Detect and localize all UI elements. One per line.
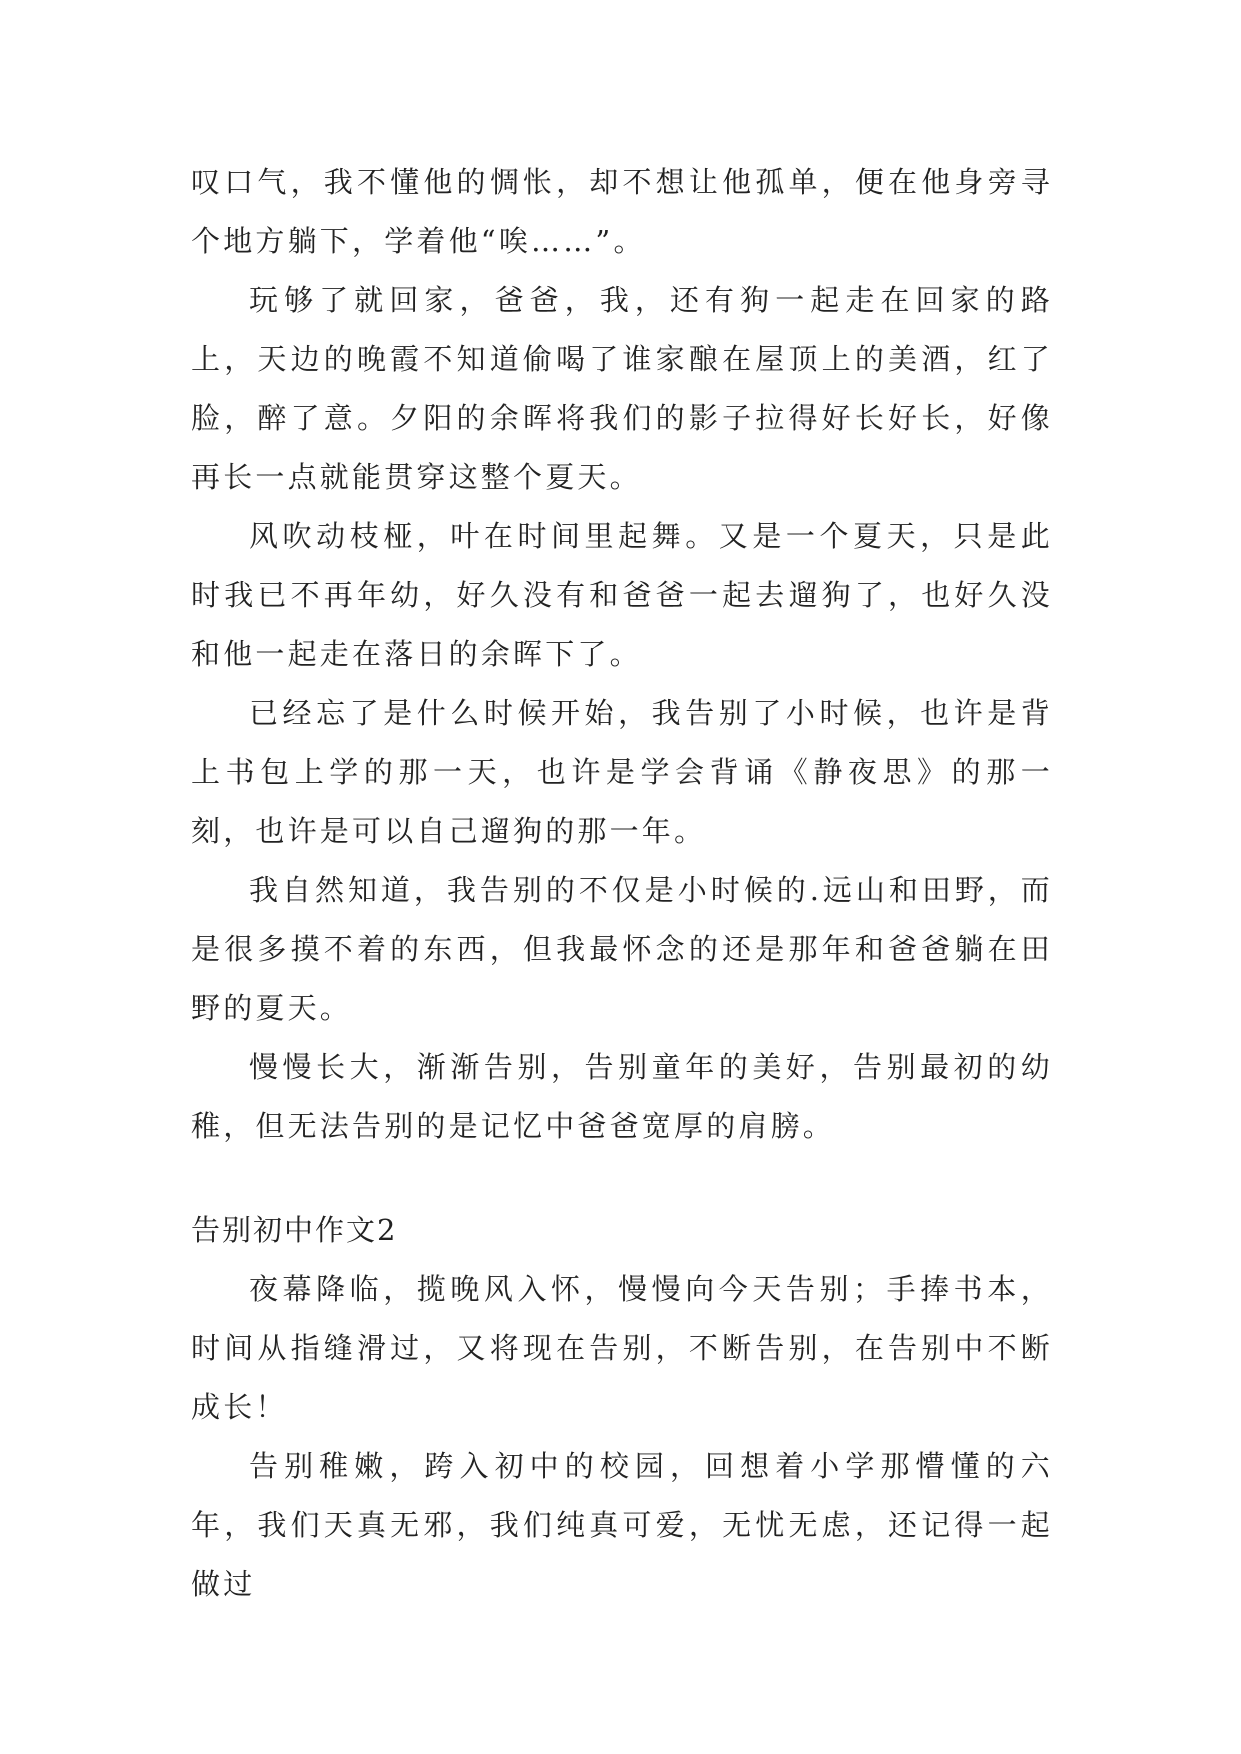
paragraph-continued: 叹口气，我不懂他的惆怅，却不想让他孤单，便在他身旁寻个地方躺下，学着他“唉……”。 [191, 165, 1053, 258]
paragraph: 告别稚嫩，跨入初中的校园，回想着小学那懵懂的六年，我们天真无邪，我们纯真可爱，无忧无虑，还记得一起做过 [191, 1449, 1053, 1601]
paragraph: 慢慢长大，渐渐告别，告别童年的美好，告别最初的幼稚，但无法告别的是记忆中爸爸宽厚的肩膀。 [191, 1050, 1053, 1143]
paragraph: 夜幕降临，揽晚风入怀，慢慢向今天告别；手捧书本，时间从指缝滑过，又将现在告别，不断告别，在告别中不断成长！ [191, 1272, 1053, 1424]
paragraph: 我自然知道，我告别的不仅是小时候的.远山和田野，而是很多摸不着的东西，但我最怀念的还是那年和爸爸躺在田野的夏天。 [191, 873, 1053, 1025]
paragraph: 风吹动枝桠，叶在时间里起舞。又是一个夏天，只是此时我已不再年幼，好久没有和爸爸一起去遛狗了，也好久没和他一起走在落日的余晖下了。 [191, 519, 1053, 671]
paragraph: 已经忘了是什么时候开始，我告别了小时候，也许是背上书包上学的那一天，也许是学会背诵《静夜思》的那一刻，也许是可以自己遛狗的那一年。 [191, 696, 1053, 848]
paragraph: 玩够了就回家，爸爸，我，还有狗一起走在回家的路上，天边的晚霞不知道偷喝了谁家酿在屋顶上的美酒，红了脸，醉了意。夕阳的余晖将我们的影子拉得好长好长，好像再长一点就能贯穿这整个夏天。 [191, 283, 1053, 494]
section-heading: 告别初中作文2 [191, 1213, 398, 1247]
document-page [191, 0, 1053, 1614]
